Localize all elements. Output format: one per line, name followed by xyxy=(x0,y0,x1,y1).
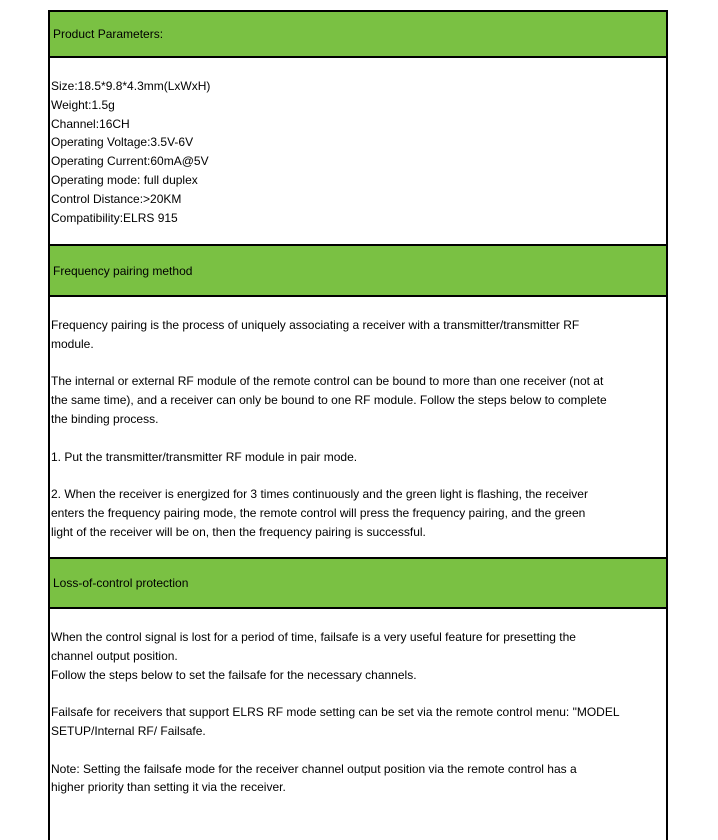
paragraph-line: Frequency pairing is the process of uniquely associating a receiver with a transmitter/transmitter RF xyxy=(51,318,580,332)
paragraph-line: Failsafe for receivers that support ELRS RF mode setting can be set via the remote control menu: "MODEL xyxy=(51,705,620,720)
product-parameters-list xyxy=(51,77,663,227)
step-2-line: enters the frequency pairing mode, the remote control will press the frequency pairing, and the green xyxy=(51,505,586,520)
paragraph-line: The internal or external RF module of the remote control can be bound to more than one receiver (not at xyxy=(51,374,604,389)
param-mode: Operating mode: full duplex xyxy=(51,172,198,187)
section-header-loss-of-control xyxy=(48,557,668,609)
param-compatibility: Compatibility:ELRS 915 xyxy=(51,210,178,225)
section-heading: Product Parameters: xyxy=(53,27,164,41)
param-distance: Control Distance:>20KM xyxy=(51,191,182,206)
paragraph-line: channel output position. xyxy=(51,648,178,663)
param-voltage: Operating Voltage:3.5V-6V xyxy=(51,135,194,150)
param-current: Operating Current:60mA@5V xyxy=(51,154,209,169)
section-heading: Loss-of-control protection xyxy=(53,576,189,590)
param-channel: Channel:16CH xyxy=(51,116,130,131)
paragraph-line: the binding process. xyxy=(51,411,159,426)
step-2-line: light of the receiver will be on, then the frequency pairing is successful. xyxy=(51,524,426,539)
param-size: Size:18.5*9.8*4.3mm(LxWxH) xyxy=(51,79,211,93)
section-header-product-parameters xyxy=(48,10,668,58)
section-heading: Frequency pairing method xyxy=(53,263,193,278)
step-1: 1. Put the transmitter/transmitter RF module in pair mode. xyxy=(51,449,358,464)
step-2-line: 2. When the receiver is energized for 3 times continuously and the green light is flashing, the receiver xyxy=(51,487,588,502)
paragraph-line: SETUP/Internal RF/ Failsafe. xyxy=(51,723,206,738)
frequency-pairing-text xyxy=(51,316,663,542)
paragraph-line: When the control signal is lost for a period of time, failsafe is a very useful feature for presetting the xyxy=(51,630,576,644)
note-line: Note: Setting the failsafe mode for the receiver channel output position via the remote control has a xyxy=(51,761,577,776)
param-weight: Weight:1.5g xyxy=(51,97,115,112)
section-header-frequency-pairing xyxy=(48,244,668,297)
paragraph-line: Follow the steps below to set the failsafe for the necessary channels. xyxy=(51,667,417,682)
paragraph-line: the same time), and a receiver can only be bound to one RF module. Follow the steps below to complete xyxy=(51,393,607,408)
loss-of-control-text xyxy=(51,628,663,797)
note-line: higher priority than setting it via the receiver. xyxy=(51,780,286,795)
paragraph-line: module. xyxy=(51,336,94,351)
